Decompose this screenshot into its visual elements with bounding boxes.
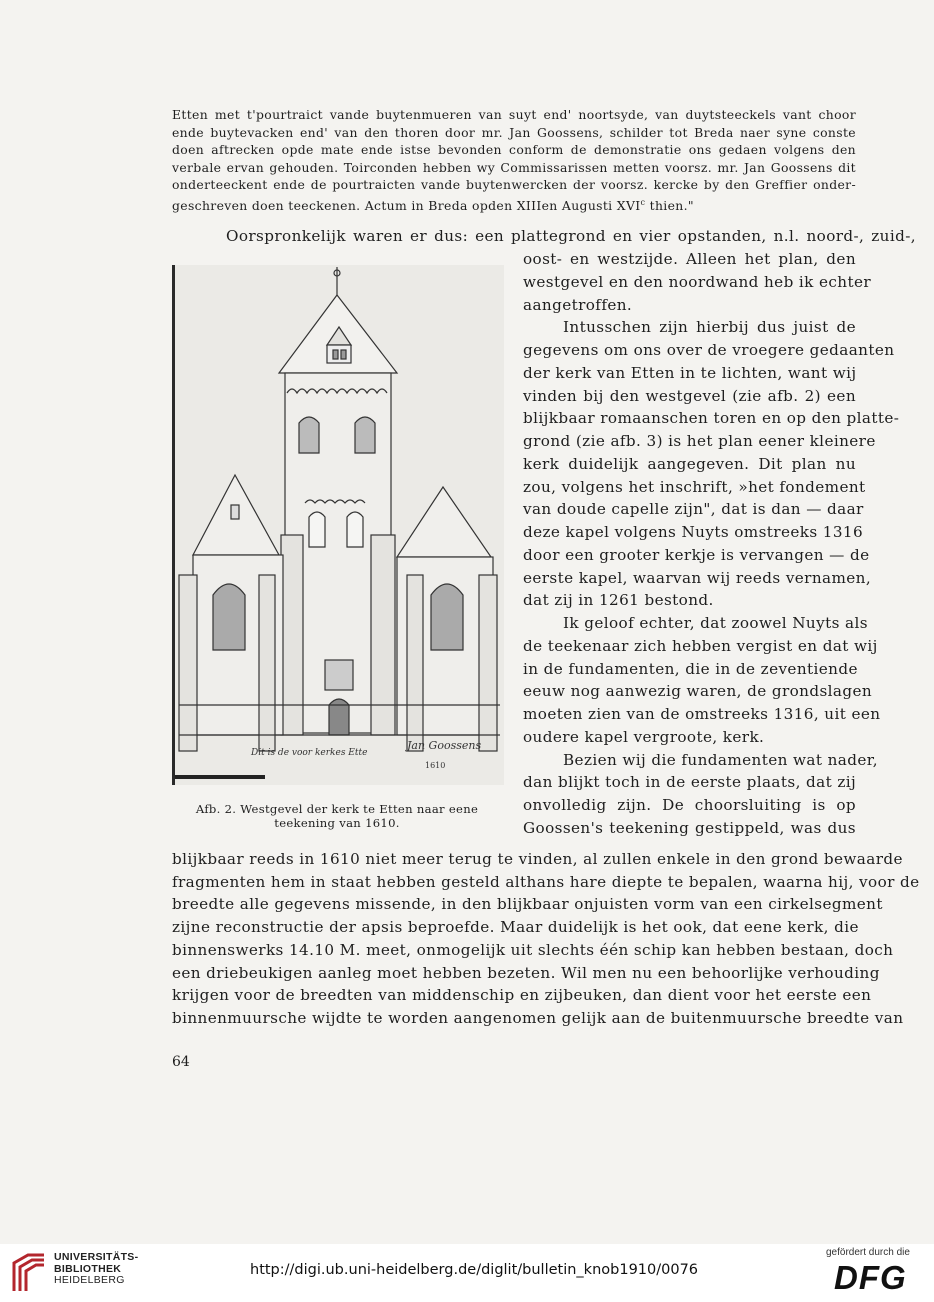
column-line: moeten zien van de omstreeks 1316, uit een <box>523 705 881 723</box>
column-line: Goossen's teekening gestippeld, was dus <box>523 818 856 837</box>
corner-buttress <box>407 575 423 751</box>
quote-text: geschreven doen teeckenen. Actum in Breda opden XIIIen Augusti XVI <box>172 197 641 213</box>
library-line: UNIVERSITÄTS- <box>54 1251 139 1263</box>
library-line: HEIDELBERG <box>54 1274 125 1286</box>
body-line: binnenswerks 14.10 M. meet, onmogelijk uit slechts één schip kan hebben bestaan, doch <box>172 940 894 959</box>
drawing-year: 1610 <box>425 761 446 770</box>
funded-by-label: gefördert durch die <box>826 1247 910 1258</box>
column-line: der kerk van Etten in te lichten, want wij <box>523 363 857 382</box>
tower-window <box>355 417 375 453</box>
corner-buttress <box>479 575 497 751</box>
column-line: aangetroffen. <box>523 295 633 314</box>
gable-window <box>231 505 239 519</box>
right-gable <box>397 487 491 557</box>
figure-caption <box>172 802 502 830</box>
column-line: onvolledig zijn. De choorsluiting is op <box>523 796 856 814</box>
corner-buttress <box>179 575 197 751</box>
church-facade-illustration <box>175 265 504 785</box>
column-line: de teekenaar zich hebben vergist en dat wij <box>523 636 878 655</box>
dormer-window <box>341 350 346 359</box>
quote-line: ende buytevacken end' van den thoren door mr. Jan Goossens, schilder tot Breda naer syne conste <box>172 124 856 140</box>
caption-line: Afb. 2. Westgevel der kerk te Etten naar eene <box>195 802 479 816</box>
body-line: blijkbaar reeds in 1610 niet meer terug te vinden, al zullen enkele in den grond bewaarde <box>172 850 903 868</box>
aisle-window <box>213 584 245 650</box>
church-drawing <box>172 265 504 785</box>
quote-text-end: thien." <box>645 197 694 213</box>
column-line: eeuw nog aanwezig waren, de grondslagen <box>523 682 873 701</box>
library-line: BIBLIOTHEK <box>54 1262 122 1275</box>
column-line: oost- en westzijde. Alleen het plan, den <box>523 250 856 268</box>
column-line: door een grooter kerkje is vervangen — de <box>523 545 870 564</box>
column-line: eerste kapel, waarvan wij reeds vernamen, <box>523 568 872 587</box>
quote-line: Etten met t'pourtraict vande buytenmueren van suyt end' noortsyde, van duytsteeckels vant choor <box>172 107 856 122</box>
column-line: vinden bij den westgevel (zie afb. 2) een <box>523 386 856 405</box>
portal-window <box>325 660 353 690</box>
body-line: fragmenten hem in staat hebben gesteld althans hare diepte te bepalen, waarna hij, voor de <box>172 872 920 891</box>
dormer-window <box>333 350 338 359</box>
quoted-document <box>172 106 856 214</box>
body-line: binnenmuursche wijdte te worden aangenomen gelijk aan de buitenmuursche breedte van <box>172 1008 904 1027</box>
tower-window <box>299 417 319 453</box>
body-line: Oorspronkelijk waren er dus: een plattegrond en vier opstanden, n.l. noord-, zuid-, <box>226 227 916 245</box>
body-line: krijgen voor de breedten van middenschip en zijbeuken, dan dient voor het eerste een <box>172 986 872 1005</box>
body-line: een driebeukigen aanleg moet hebben bezeten. Wil men nu een behoorlijke verhouding <box>172 963 880 982</box>
drawing-signature: Jan Goossens <box>407 739 482 752</box>
dormer <box>327 345 351 363</box>
library-name <box>54 1252 138 1287</box>
corner-buttress <box>259 575 275 751</box>
quote-line-last <box>172 194 856 215</box>
blind-arch <box>309 512 325 547</box>
column-line: van doude capelle zijn", dat is dan — daar <box>523 500 864 519</box>
page-number: 64 <box>172 1054 190 1070</box>
aisle-window <box>431 584 463 650</box>
column-line: dan blijkt toch in de eerste plaats, dat zij <box>523 773 857 792</box>
column-line: gegevens om ons over de vroegere gedaanten <box>523 341 895 359</box>
column-line: zou, volgens het inschrift, »het fondement <box>523 477 866 496</box>
column-line: Intusschen zijn hierbij dus juist de <box>563 318 856 337</box>
blind-arch <box>347 512 363 547</box>
quote-line: onderteeckent ende de pourtraicten vande buytenwercken der voorsz. kercke by den Greffier onder- <box>172 177 856 192</box>
column-line: blijkbaar romaanschen toren en op den platte- <box>523 409 900 428</box>
caption-line: teekening van 1610. <box>274 816 400 830</box>
column-line: kerk duidelijk aangegeven. Dit plan nu <box>523 454 856 473</box>
body-line: zijne reconstructie der apsis beproefde. Maar duidelijk is het ook, dat eene kerk, die <box>172 918 859 937</box>
column-line: grond (zie afb. 3) is het plan eener kleinere <box>523 432 876 450</box>
dfg-logo: DFG <box>834 1259 907 1296</box>
column-line: Bezien wij die fundamenten wat nader, <box>563 750 878 769</box>
quote-superscript: c <box>640 197 646 207</box>
column-line: westgevel en den noordwand heb ik echter <box>523 272 872 291</box>
drawing-inscription: Dit is de voor kerkes Ette <box>251 748 368 758</box>
quote-line: verbale ervan gehouden. Toirconden hebben wy Commissarissen metten voorsz. mr. Jan Goossens dit <box>172 159 856 175</box>
column-line: oudere kapel vergroote, kerk. <box>523 727 765 746</box>
quote-line: doen aftrecken opde mate ende istse bevonden conform de demonstratie ons gedaen volgens den <box>172 142 856 157</box>
column-line: in de fundamenten, die in de zeventiende <box>523 659 858 678</box>
permalink-url[interactable]: http://digi.ub.uni-heidelberg.de/diglit/bulletin_knob1910/0076 <box>250 1262 699 1278</box>
column-line: deze kapel volgens Nuyts omstreeks 1316 <box>523 523 864 541</box>
body-line: breedte alle gegevens missende, in den blijkbaar onjuisten vorm van een cirkelsegment <box>172 895 883 914</box>
library-logo-icon <box>10 1253 48 1293</box>
column-line: Ik geloof echter, dat zoowel Nuyts als <box>563 614 868 632</box>
column-line: dat zij in 1261 bestond. <box>523 591 714 610</box>
